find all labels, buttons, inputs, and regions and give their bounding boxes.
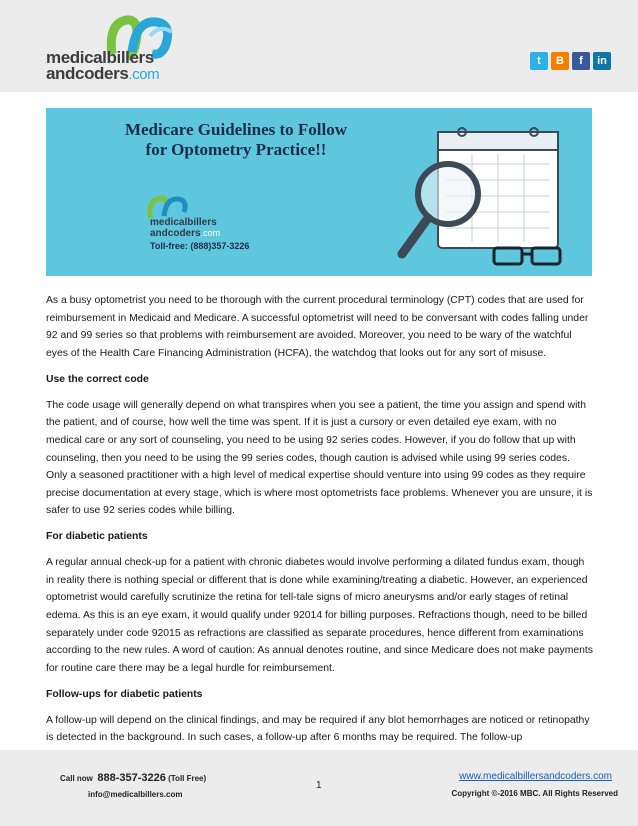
section-heading-correct-code: Use the correct code (46, 373, 149, 385)
page-number: 1 (316, 780, 322, 791)
diabetic-patients-paragraph: A regular annual check-up for a patient with chronic diabetes would involve performing a dilated fundus exam, though in reality there is nothing special or different that is done while examining/treating a diabetic. However, an experienced optometrist would carefully scrutinize the retina for tell-tale signs of micro aneurysms and/or early stages of retinal edema. As this is an eye exam, it would qualify under 92014 for billing purposes. Refractions though, need to be billed separately under code 92015 as refractions are classified as separate procedures, hence different from examinations according to the new rules. A word of caution: As annual denotes routine, and since Medicare does not make payments for routine care there may be a legal hurdle for reimbursement. (46, 557, 593, 674)
toll-free-label: (Toll Free) (168, 774, 207, 783)
logo-suffix: .com (128, 66, 160, 83)
company-logo[interactable] (46, 14, 216, 84)
intro-paragraph: As a busy optometrist you need to be thorough with the current procedural terminology (CPT) codes that are used for reimbursement in Medicaid and Medicare. A successful optometrist will need to be conversant with codes falling under 92 and 99 series so that problems with reimbursement are avoided. Moreover, you need to be wary of the watchful eyes of the Health Care Financing Administration (HCFA), the watchdog that looks out for any sort of misuse. (46, 295, 589, 359)
facebook-icon[interactable]: f (572, 52, 590, 70)
call-label: Call now (60, 774, 93, 783)
section-heading-follow-ups: Follow-ups for diabetic patients (46, 688, 203, 700)
section-heading-diabetic-patients: For diabetic patients (46, 531, 148, 543)
follow-ups-paragraph: A follow-up will depend on the clinical findings, and may be required if any blot hemorrhages are noticed or retinopathy is detected in the background. In such cases, a follow-up after 6 months may be required. The follow-up (46, 714, 590, 744)
footer-call-line (60, 772, 206, 784)
correct-code-paragraph: The code usage will generally depend on what transpires when you see a patient, the time you assign and spend with the patient, and of course, how well the time was spent. If it is just a cursory or even detailed eye exam, with no medical care or any sort of counseling, you need to be using 92 series codes. However, if you do follow that up with counseling, then you need to be using the 99 series codes, though caution is advised while using 99 series codes. Only a seasoned practitioner with a high level of medical expertise should venture into using 99 codes as they require precise documentation at every stage, which is where most optometrists face problems. Whenever you are unsure, it is safer to use 92 series codes while billing. (46, 399, 593, 517)
banner-title (106, 120, 366, 160)
banner-logo-line1: medicalbillers (150, 217, 217, 228)
logo-wordmark (46, 50, 159, 83)
footer-website-link[interactable]: www.medicalbillersandcoders.com (459, 771, 612, 782)
banner-logo-suffix: .com (200, 228, 221, 238)
eyeglasses-icon (494, 248, 560, 264)
article-body (46, 292, 594, 755)
footer-copyright: Copyright ©-2016 MBC. All Rights Reserved (451, 789, 618, 798)
banner-phone: Toll-free: (888)357-3226 (150, 241, 250, 251)
logo-line2: andcoders (46, 64, 129, 83)
banner-title-line1: Medicare Guidelines to Follow (124, 120, 348, 139)
banner-title-line2: for Optometry Practice!! (145, 140, 327, 159)
calendar-magnifier-glasses-illustration (376, 114, 586, 274)
logo-line1: medicalbillers (46, 48, 154, 67)
blogger-icon[interactable]: B (551, 52, 569, 70)
page-footer (0, 750, 638, 826)
page-header (0, 0, 638, 92)
linkedin-icon[interactable]: in (593, 52, 611, 70)
twitter-icon[interactable]: t (530, 52, 548, 70)
footer-email[interactable]: info@medicalbillers.com (88, 790, 183, 799)
banner-logo-line2: andcoders (150, 228, 201, 239)
footer-phone[interactable]: 888-357-3226 (97, 772, 166, 784)
banner-logo-wordmark (150, 218, 220, 239)
article-banner-image (46, 108, 592, 276)
